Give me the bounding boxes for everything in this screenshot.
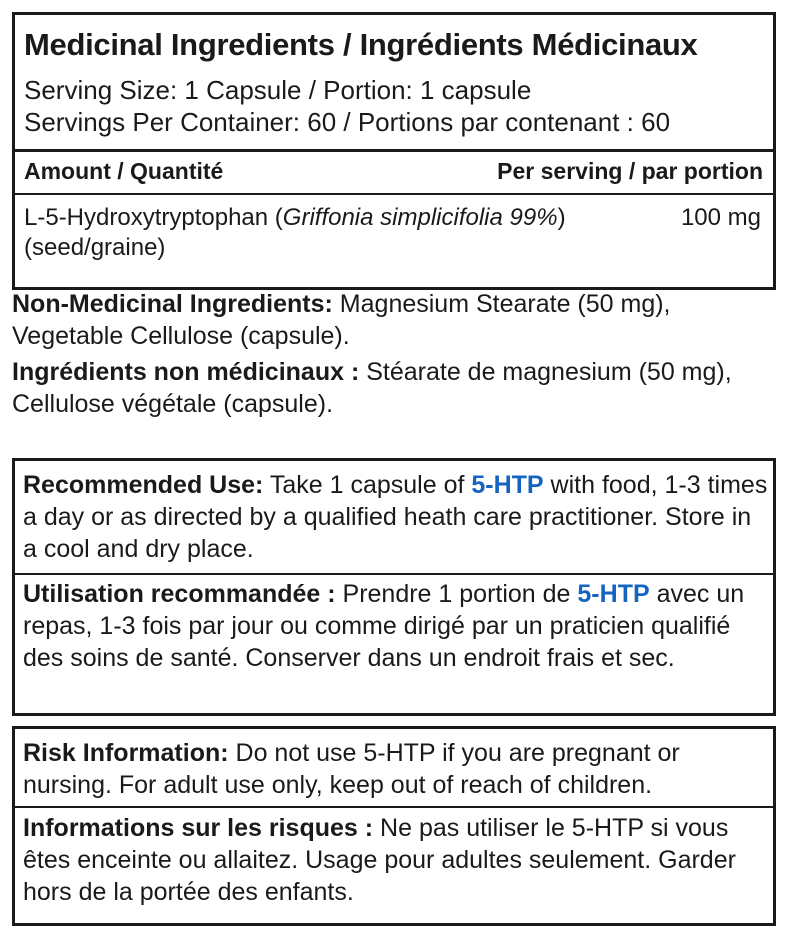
ingredient-amount: 100 mg xyxy=(680,204,761,231)
risk-fr-text: Ne pas utiliser le 5-HTP si vous êtes enceinte ou allaitez. Usage pour adultes seulement. Garder hors de la portée des enfants. xyxy=(23,814,736,906)
medicinal-title: Medicinal Ingredients / Ingrédients Médicinaux xyxy=(24,27,698,62)
non-medicinal-fr-label: Ingrédients non médicinaux : xyxy=(12,358,360,386)
recommended-use-en-text: with food, 1-3 times a day or as directed by a qualified heath care practitioner. Store in a cool and dry place. xyxy=(23,471,768,563)
product-name: 5-HTP xyxy=(471,471,544,499)
risk-en-text: Do not use 5-HTP if you are pregnant or nursing. For adult use only, keep out of reach of children. xyxy=(23,739,680,799)
risk-info-en xyxy=(23,737,769,801)
risk-information-box xyxy=(12,726,776,926)
recommended-use-fr-label: Utilisation recommandée : xyxy=(23,580,336,608)
ingredient-source: Griffonia simplicifolia 99% xyxy=(282,204,558,231)
recommended-use-en-text: Take 1 capsule of xyxy=(263,471,472,499)
ingredient-name: L-5-Hydroxytryptophan ( xyxy=(24,204,283,231)
ingredient-close: ) xyxy=(557,204,566,231)
recommended-use-en-label: Recommended Use: xyxy=(23,471,264,499)
recommended-use-fr-text: Prendre 1 portion de xyxy=(335,580,578,608)
recommended-use-fr-text: avec un repas, 1-3 fois par jour ou comme dirigé par un praticien qualifié des soins de santé. Conserver dans un endroit frais et sec. xyxy=(23,580,745,672)
non-medicinal-en-text: Magnesium Stearate (50 mg), Vegetable Cellulose (capsule). xyxy=(12,290,671,350)
medicinal-ingredients-box xyxy=(12,12,776,290)
non-medicinal-fr xyxy=(12,356,782,420)
risk-fr-label: Informations sur les risques : xyxy=(23,814,374,842)
risk-en-label: Risk Information: xyxy=(23,739,229,767)
servings-per-container: Servings Per Container: 60 / Portions par contenant : 60 xyxy=(24,107,671,137)
recommended-use-fr xyxy=(23,578,769,674)
recommended-use-box xyxy=(12,458,776,716)
serving-size: Serving Size: 1 Capsule / Portion: 1 capsule xyxy=(24,75,532,105)
divider xyxy=(15,573,773,575)
divider xyxy=(15,193,773,195)
divider xyxy=(15,149,773,152)
ingredient-part: (seed/graine) xyxy=(24,234,166,261)
non-medicinal-en-label: Non-Medicinal Ingredients: xyxy=(12,290,333,318)
per-serving-header: Per serving / par portion xyxy=(497,158,763,184)
product-name: 5-HTP xyxy=(577,580,650,608)
divider xyxy=(15,806,773,808)
non-medicinal-fr-text: Stéarate de magnesium (50 mg), Cellulose végétale (capsule). xyxy=(12,358,732,418)
risk-info-fr xyxy=(23,812,769,908)
amount-header: Amount / Quantité xyxy=(24,158,224,184)
non-medicinal-en xyxy=(12,288,782,352)
ingredient-row xyxy=(24,203,566,263)
recommended-use-en xyxy=(23,469,769,565)
